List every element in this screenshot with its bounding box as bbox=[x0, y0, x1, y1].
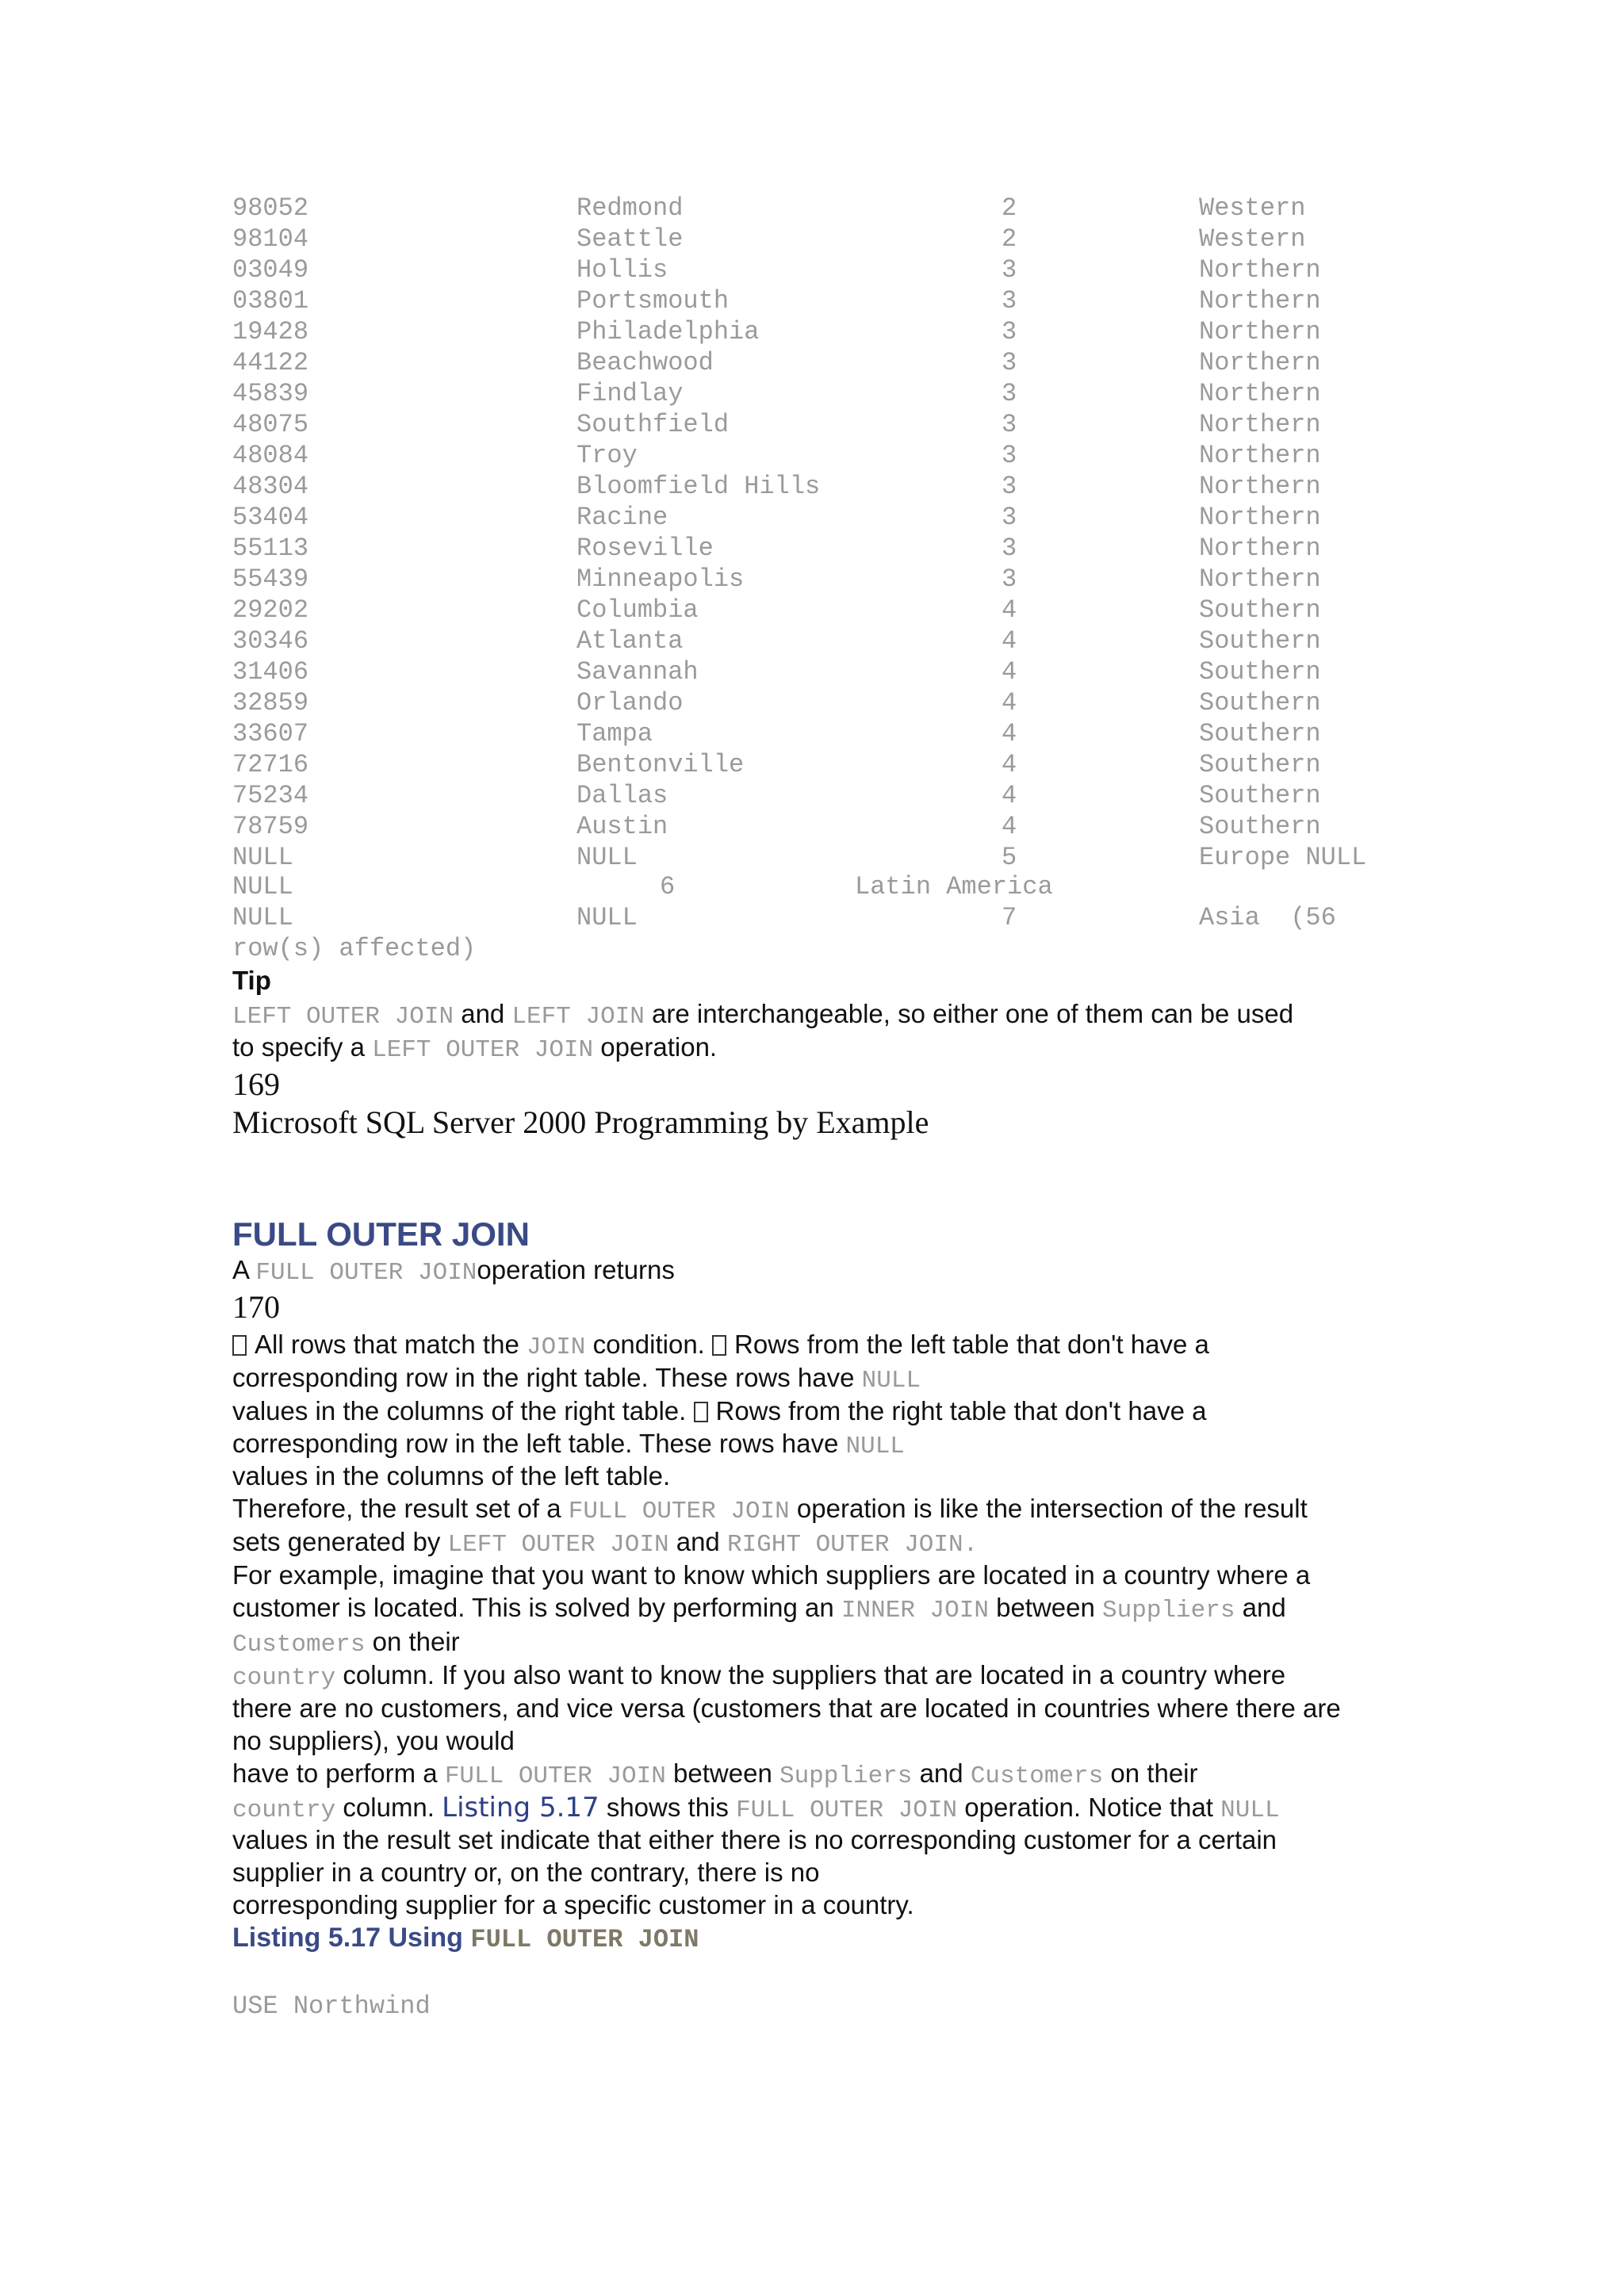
result-cell: Seattle bbox=[576, 224, 684, 254]
tip-text-specify: to specify a bbox=[232, 1032, 373, 1062]
para2-line-6: no suppliers), you would bbox=[232, 1726, 515, 1755]
bullet-2-code-null: NULL bbox=[861, 1367, 921, 1395]
result-cell: 3 bbox=[1002, 348, 1017, 377]
result-cell: 3 bbox=[1002, 534, 1017, 563]
result-cell: 53404 bbox=[232, 503, 309, 532]
result-cell: Southern bbox=[1199, 626, 1321, 656]
result-cell: 75234 bbox=[232, 781, 309, 810]
bullet-box-icon bbox=[232, 1335, 247, 1356]
para2-line-1: For example, imagine that you want to know which suppliers are located in a country where a bbox=[232, 1560, 1311, 1590]
para1-line-2 bbox=[232, 1527, 978, 1559]
result-cell: Racine bbox=[576, 503, 668, 532]
para1-code-right-outer-join: RIGHT OUTER JOIN. bbox=[726, 1531, 979, 1559]
result-cell: 03049 bbox=[232, 255, 309, 285]
result-cell: 3 bbox=[1002, 503, 1017, 532]
result-cell: 30346 bbox=[232, 626, 309, 656]
result-cell: Western bbox=[1199, 193, 1306, 223]
result-cell: Southern bbox=[1199, 750, 1321, 779]
para2-code-country-2: country bbox=[232, 1797, 336, 1824]
tip-line-1 bbox=[232, 999, 1293, 1031]
result-cell: 32859 bbox=[232, 688, 309, 718]
tip-text-operation: operation. bbox=[593, 1032, 718, 1062]
listing-title-text: Listing 5.17 Using bbox=[232, 1923, 471, 1953]
page-number-170: 170 bbox=[232, 1289, 280, 1325]
para2-l8-text-c: operation. Notice that bbox=[957, 1793, 1221, 1822]
result-cell: Troy bbox=[576, 441, 638, 470]
result-cell: Hollis bbox=[576, 255, 668, 285]
result-cell: 3 bbox=[1002, 410, 1017, 439]
result-cell: 4 bbox=[1002, 595, 1017, 625]
result-cell: 19428 bbox=[232, 317, 309, 346]
result-cell: 2 bbox=[1002, 224, 1017, 254]
result-cell: 98104 bbox=[232, 224, 309, 254]
result-cell: 55113 bbox=[232, 534, 309, 563]
result-cell: Southern bbox=[1199, 688, 1321, 718]
listing-title-code: FULL OUTER JOIN bbox=[470, 1925, 699, 1954]
result-cell: Southfield bbox=[576, 410, 730, 439]
result-row-asia-c1: NULL bbox=[232, 903, 293, 932]
result-cell: NULL bbox=[576, 843, 638, 872]
para2-code-customers-2: Customers bbox=[970, 1762, 1104, 1790]
para2-l4-text: column. If you also want to know the suppliers that are located in a country where bbox=[335, 1660, 1286, 1689]
intro-line bbox=[232, 1255, 675, 1287]
result-cell: 4 bbox=[1002, 781, 1017, 810]
result-cell: 72716 bbox=[232, 750, 309, 779]
result-cell: Northern bbox=[1199, 317, 1321, 346]
bullet-line-2 bbox=[232, 1363, 921, 1395]
para1-text-a: Therefore, the result set of a bbox=[232, 1494, 569, 1523]
para2-l8-text-b: shows this bbox=[599, 1793, 737, 1822]
page-number-169: 169 bbox=[232, 1066, 280, 1102]
result-cell: 4 bbox=[1002, 657, 1017, 687]
bullet-1-code-join: JOIN bbox=[526, 1334, 586, 1361]
para1-code-left-outer-join: LEFT OUTER JOIN bbox=[447, 1531, 669, 1559]
result-cell: 5 bbox=[1002, 843, 1017, 872]
bullet-3-code-null: NULL bbox=[845, 1433, 905, 1460]
result-cell: 55439 bbox=[232, 564, 309, 594]
tip-line-2 bbox=[232, 1032, 717, 1064]
para2-line-5: there are no customers, and vice versa (customers that are located in countries where there are bbox=[232, 1693, 1341, 1723]
result-cell: 3 bbox=[1002, 441, 1017, 470]
tip-text-interchangeable: are interchangeable, so either one of them can be used bbox=[644, 999, 1294, 1028]
para2-l2-text-a: customer is located. This is solved by performing an bbox=[232, 1593, 841, 1622]
book-title: Microsoft SQL Server 2000 Programming by Example bbox=[232, 1104, 929, 1140]
result-cell: Southern bbox=[1199, 657, 1321, 687]
result-cell: Redmond bbox=[576, 193, 684, 223]
result-cell: 3 bbox=[1002, 286, 1017, 316]
bullet-1-text-a: All rows that match the bbox=[255, 1330, 527, 1359]
result-cell: Roseville bbox=[576, 534, 714, 563]
bullet-1-text-b: condition. bbox=[585, 1330, 713, 1359]
result-cell: Tampa bbox=[576, 719, 653, 748]
result-cell: 98052 bbox=[232, 193, 309, 223]
result-cell: 4 bbox=[1002, 812, 1017, 841]
listing-5-17-link[interactable]: Listing 5.17 bbox=[442, 1792, 599, 1823]
rows-affected-text: row(s) affected) bbox=[232, 934, 477, 963]
result-cell: Bloomfield Hills bbox=[576, 472, 821, 501]
result-cell: Northern bbox=[1199, 286, 1321, 316]
result-cell: 3 bbox=[1002, 379, 1017, 408]
para2-line-8 bbox=[232, 1792, 1280, 1824]
result-cell: 78759 bbox=[232, 812, 309, 841]
result-cell: Orlando bbox=[576, 688, 684, 718]
result-cell: Beachwood bbox=[576, 348, 714, 377]
result-cell: 2 bbox=[1002, 193, 1017, 223]
result-cell: 33607 bbox=[232, 719, 309, 748]
result-row-asia-c3: 7 bbox=[1002, 903, 1017, 932]
result-cell: 29202 bbox=[232, 595, 309, 625]
result-cell: Columbia bbox=[576, 595, 699, 625]
result-cell: Portsmouth bbox=[576, 286, 730, 316]
para2-line-11: corresponding supplier for a specific customer in a country. bbox=[232, 1890, 914, 1919]
intro-code-full-outer-join: FULL OUTER JOIN bbox=[255, 1259, 477, 1287]
para1-text-d: and bbox=[668, 1527, 727, 1556]
result-cell: Northern bbox=[1199, 472, 1321, 501]
code-line-use-northwind: USE Northwind bbox=[232, 1992, 431, 2021]
bullet-line-5: values in the columns of the left table. bbox=[232, 1461, 671, 1490]
result-cell: 48075 bbox=[232, 410, 309, 439]
result-cell: Philadelphia bbox=[576, 317, 760, 346]
bullet-2-text-b: corresponding row in the right table. These rows have bbox=[232, 1363, 862, 1392]
result-cell: 3 bbox=[1002, 317, 1017, 346]
para2-code-inner-join: INNER JOIN bbox=[841, 1597, 989, 1624]
result-cell: Savannah bbox=[576, 657, 699, 687]
para2-line-7 bbox=[232, 1758, 1198, 1790]
result-cell: 44122 bbox=[232, 348, 309, 377]
result-cell: Findlay bbox=[576, 379, 684, 408]
para2-code-suppliers-2: Suppliers bbox=[779, 1762, 913, 1790]
para2-code-customers: Customers bbox=[232, 1631, 366, 1659]
para1-text-b: operation is like the intersection of the result bbox=[789, 1494, 1308, 1523]
result-cell: 31406 bbox=[232, 657, 309, 687]
section-heading: FULL OUTER JOIN bbox=[232, 1215, 530, 1253]
para2-l7-text-d: on their bbox=[1103, 1758, 1198, 1788]
para2-l7-text-c: and bbox=[912, 1758, 971, 1788]
result-cell: NULL bbox=[232, 843, 293, 872]
para2-l2-text-b: between bbox=[988, 1593, 1103, 1622]
bullet-3-text-b: corresponding row in the left table. These rows have bbox=[232, 1429, 846, 1458]
tip-code-left-join: LEFT JOIN bbox=[511, 1003, 645, 1031]
para2-line-4 bbox=[232, 1660, 1285, 1692]
bullet-2-text-a: Rows from the left table that don't have a bbox=[734, 1330, 1209, 1359]
result-cell: Southern bbox=[1199, 781, 1321, 810]
result-cell: 48304 bbox=[232, 472, 309, 501]
result-cell: Northern bbox=[1199, 564, 1321, 594]
result-row-latin-c3: Latin America bbox=[855, 872, 1053, 901]
para2-code-country: country bbox=[232, 1664, 336, 1692]
result-cell: Southern bbox=[1199, 812, 1321, 841]
result-cell: 48084 bbox=[232, 441, 309, 470]
tip-code-left-outer-join: LEFT OUTER JOIN bbox=[232, 1003, 454, 1031]
result-row-latin-c2: 6 bbox=[660, 872, 676, 901]
result-cell: Northern bbox=[1199, 255, 1321, 285]
result-cell: Western bbox=[1199, 224, 1306, 254]
result-cell: 4 bbox=[1002, 719, 1017, 748]
para1-text-c: sets generated by bbox=[232, 1527, 448, 1556]
result-cell: Northern bbox=[1199, 534, 1321, 563]
result-cell: 45839 bbox=[232, 379, 309, 408]
para2-l7-text-a: have to perform a bbox=[232, 1758, 445, 1788]
para1-line-1 bbox=[232, 1494, 1308, 1525]
result-cell: Northern bbox=[1199, 410, 1321, 439]
result-cell: 3 bbox=[1002, 255, 1017, 285]
result-cell: 4 bbox=[1002, 750, 1017, 779]
bullet-box-icon bbox=[694, 1402, 708, 1422]
para2-line-2 bbox=[232, 1593, 1286, 1624]
result-cell: Northern bbox=[1199, 379, 1321, 408]
para2-code-full-outer-join: FULL OUTER JOIN bbox=[444, 1762, 666, 1790]
para2-line-9: values in the result set indicate that either there is no corresponding customer for a certain bbox=[232, 1825, 1277, 1854]
bullet-line-3 bbox=[232, 1396, 1206, 1426]
result-row-asia-c4: Asia (56 bbox=[1199, 903, 1336, 932]
result-cell: Northern bbox=[1199, 503, 1321, 532]
para2-l8-text-a: column. bbox=[335, 1793, 442, 1822]
bullet-box-icon bbox=[712, 1335, 726, 1356]
result-cell: Northern bbox=[1199, 441, 1321, 470]
intro-text-a: A bbox=[232, 1255, 256, 1284]
para2-l2-text-c: and bbox=[1235, 1593, 1286, 1622]
tip-code-left-outer-join-2: LEFT OUTER JOIN bbox=[372, 1036, 594, 1064]
result-row-latin-c1: NULL bbox=[232, 872, 293, 901]
bullet-line-1 bbox=[232, 1330, 1209, 1361]
result-cell: Bentonville bbox=[576, 750, 745, 779]
result-cell: Atlanta bbox=[576, 626, 684, 656]
para2-code-full-outer-join-2: FULL OUTER JOIN bbox=[736, 1797, 958, 1824]
result-row-asia-c2: NULL bbox=[576, 903, 638, 932]
result-cell: Europe NULL bbox=[1199, 843, 1367, 872]
para1-code-full-outer-join: FULL OUTER JOIN bbox=[568, 1498, 790, 1525]
result-cell: 4 bbox=[1002, 626, 1017, 656]
para2-code-null: NULL bbox=[1220, 1797, 1280, 1824]
result-cell: Minneapolis bbox=[576, 564, 745, 594]
para2-l3-text: on their bbox=[365, 1627, 460, 1656]
intro-text-returns: operation returns bbox=[477, 1255, 675, 1284]
result-cell: Northern bbox=[1199, 348, 1321, 377]
result-cell: 4 bbox=[1002, 688, 1017, 718]
tip-label: Tip bbox=[232, 966, 271, 995]
bullet-3-text-a: Rows from the right table that don't have a bbox=[715, 1396, 1207, 1425]
para2-line-3 bbox=[232, 1627, 460, 1659]
bullet-2-text-c: values in the columns of the right table. bbox=[232, 1396, 694, 1425]
result-cell: 3 bbox=[1002, 564, 1017, 594]
result-cell: 03801 bbox=[232, 286, 309, 316]
para2-line-10: supplier in a country or, on the contrary, there is no bbox=[232, 1858, 820, 1887]
listing-title bbox=[232, 1923, 699, 1954]
result-cell: Austin bbox=[576, 812, 668, 841]
tip-text-and: and bbox=[454, 999, 512, 1028]
result-cell: Southern bbox=[1199, 719, 1321, 748]
result-cell: Dallas bbox=[576, 781, 668, 810]
result-cell: Southern bbox=[1199, 595, 1321, 625]
bullet-line-4 bbox=[232, 1429, 905, 1460]
para2-code-suppliers: Suppliers bbox=[1102, 1597, 1235, 1624]
para2-l7-text-b: between bbox=[665, 1758, 779, 1788]
result-cell: 3 bbox=[1002, 472, 1017, 501]
